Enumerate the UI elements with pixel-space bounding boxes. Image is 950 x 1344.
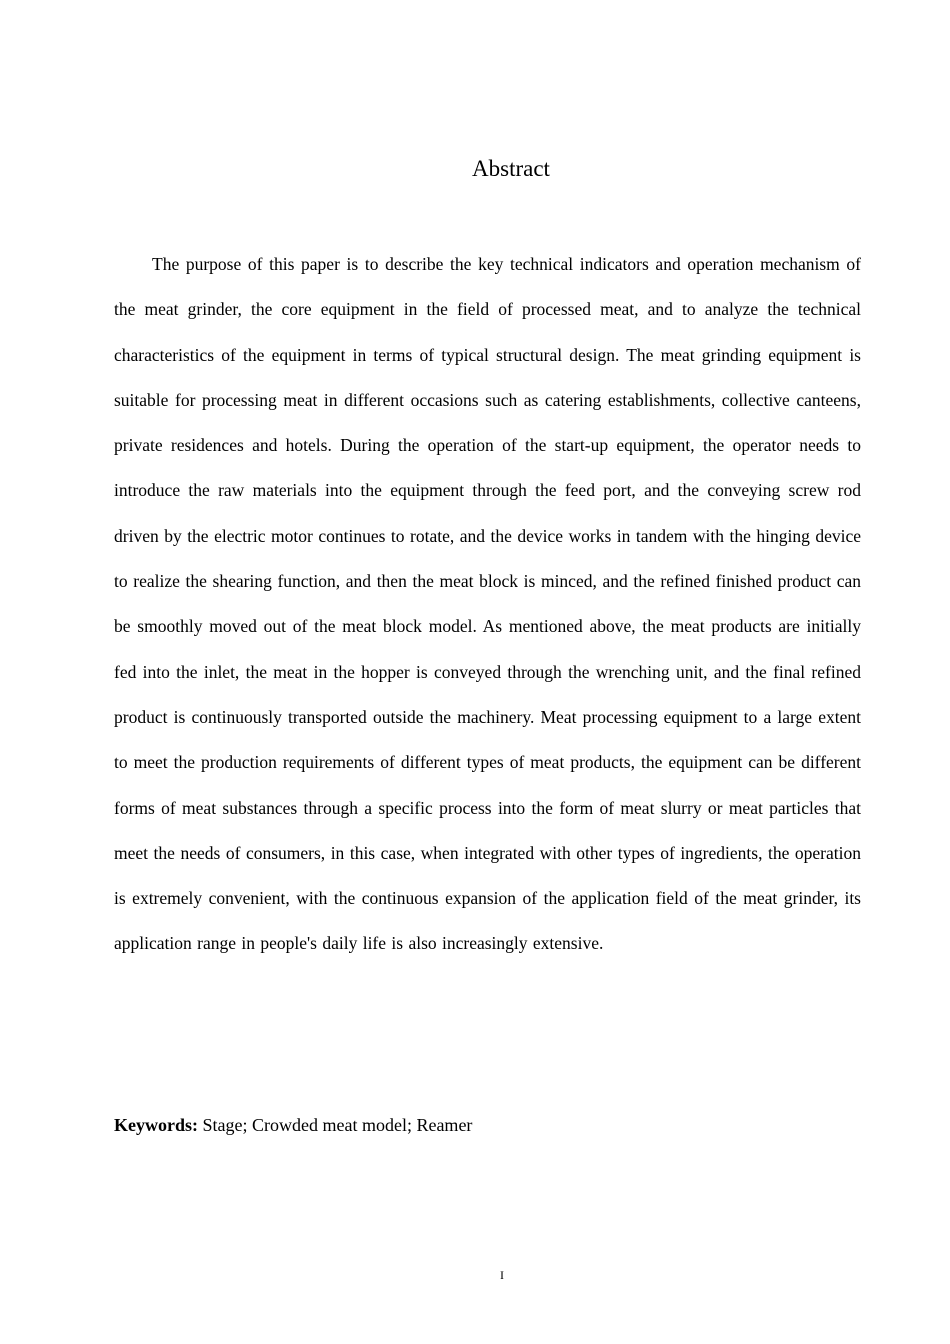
abstract-paragraph: The purpose of this paper is to describe the key technical indicators and operation mechanism of the meat grinder, the core equipment in the field of processed meat, and to analyze the technical characteristics of the equipment in terms of typical structural design. The meat grinding equipment is suitable for processing meat in different occasions such as catering establishments, collective canteens, private residences and hotels. During the operation of the start-up equipment, the operator needs to introduce the raw materials into the equipment through the feed port, and the conveying screw rod driven by the electric motor continues to rotate, and the device works in tandem with the hinging device to realize the shearing function, and then the meat block is minced, and the refined finished product can be smoothly moved out of the meat block model. As mentioned above, the meat products are initially fed into the inlet, the meat in the hopper is conveyed through the wrenching unit, and the final refined product is continuously transported outside the machinery. Meat processing equipment to a large extent to meet the production requirements of different types of meat products, the equipment can be different forms of meat substances through a specific process into the form of meat slurry or meat particles that meet the needs of consumers, in this case, when integrated with other types of ingredients, the operation is extremely convenient, with the continuous expansion of the application field of the meat grinder, its application range in people's daily life is also increasingly extensive. <box>114 254 861 954</box>
page-number: I <box>500 1268 504 1282</box>
page-title: Abstract <box>472 156 550 181</box>
keywords-value: Stage; Crowded meat model; Reamer <box>202 1115 473 1135</box>
keywords-line <box>114 1108 861 1142</box>
keywords-label: Keywords: <box>114 1115 198 1135</box>
